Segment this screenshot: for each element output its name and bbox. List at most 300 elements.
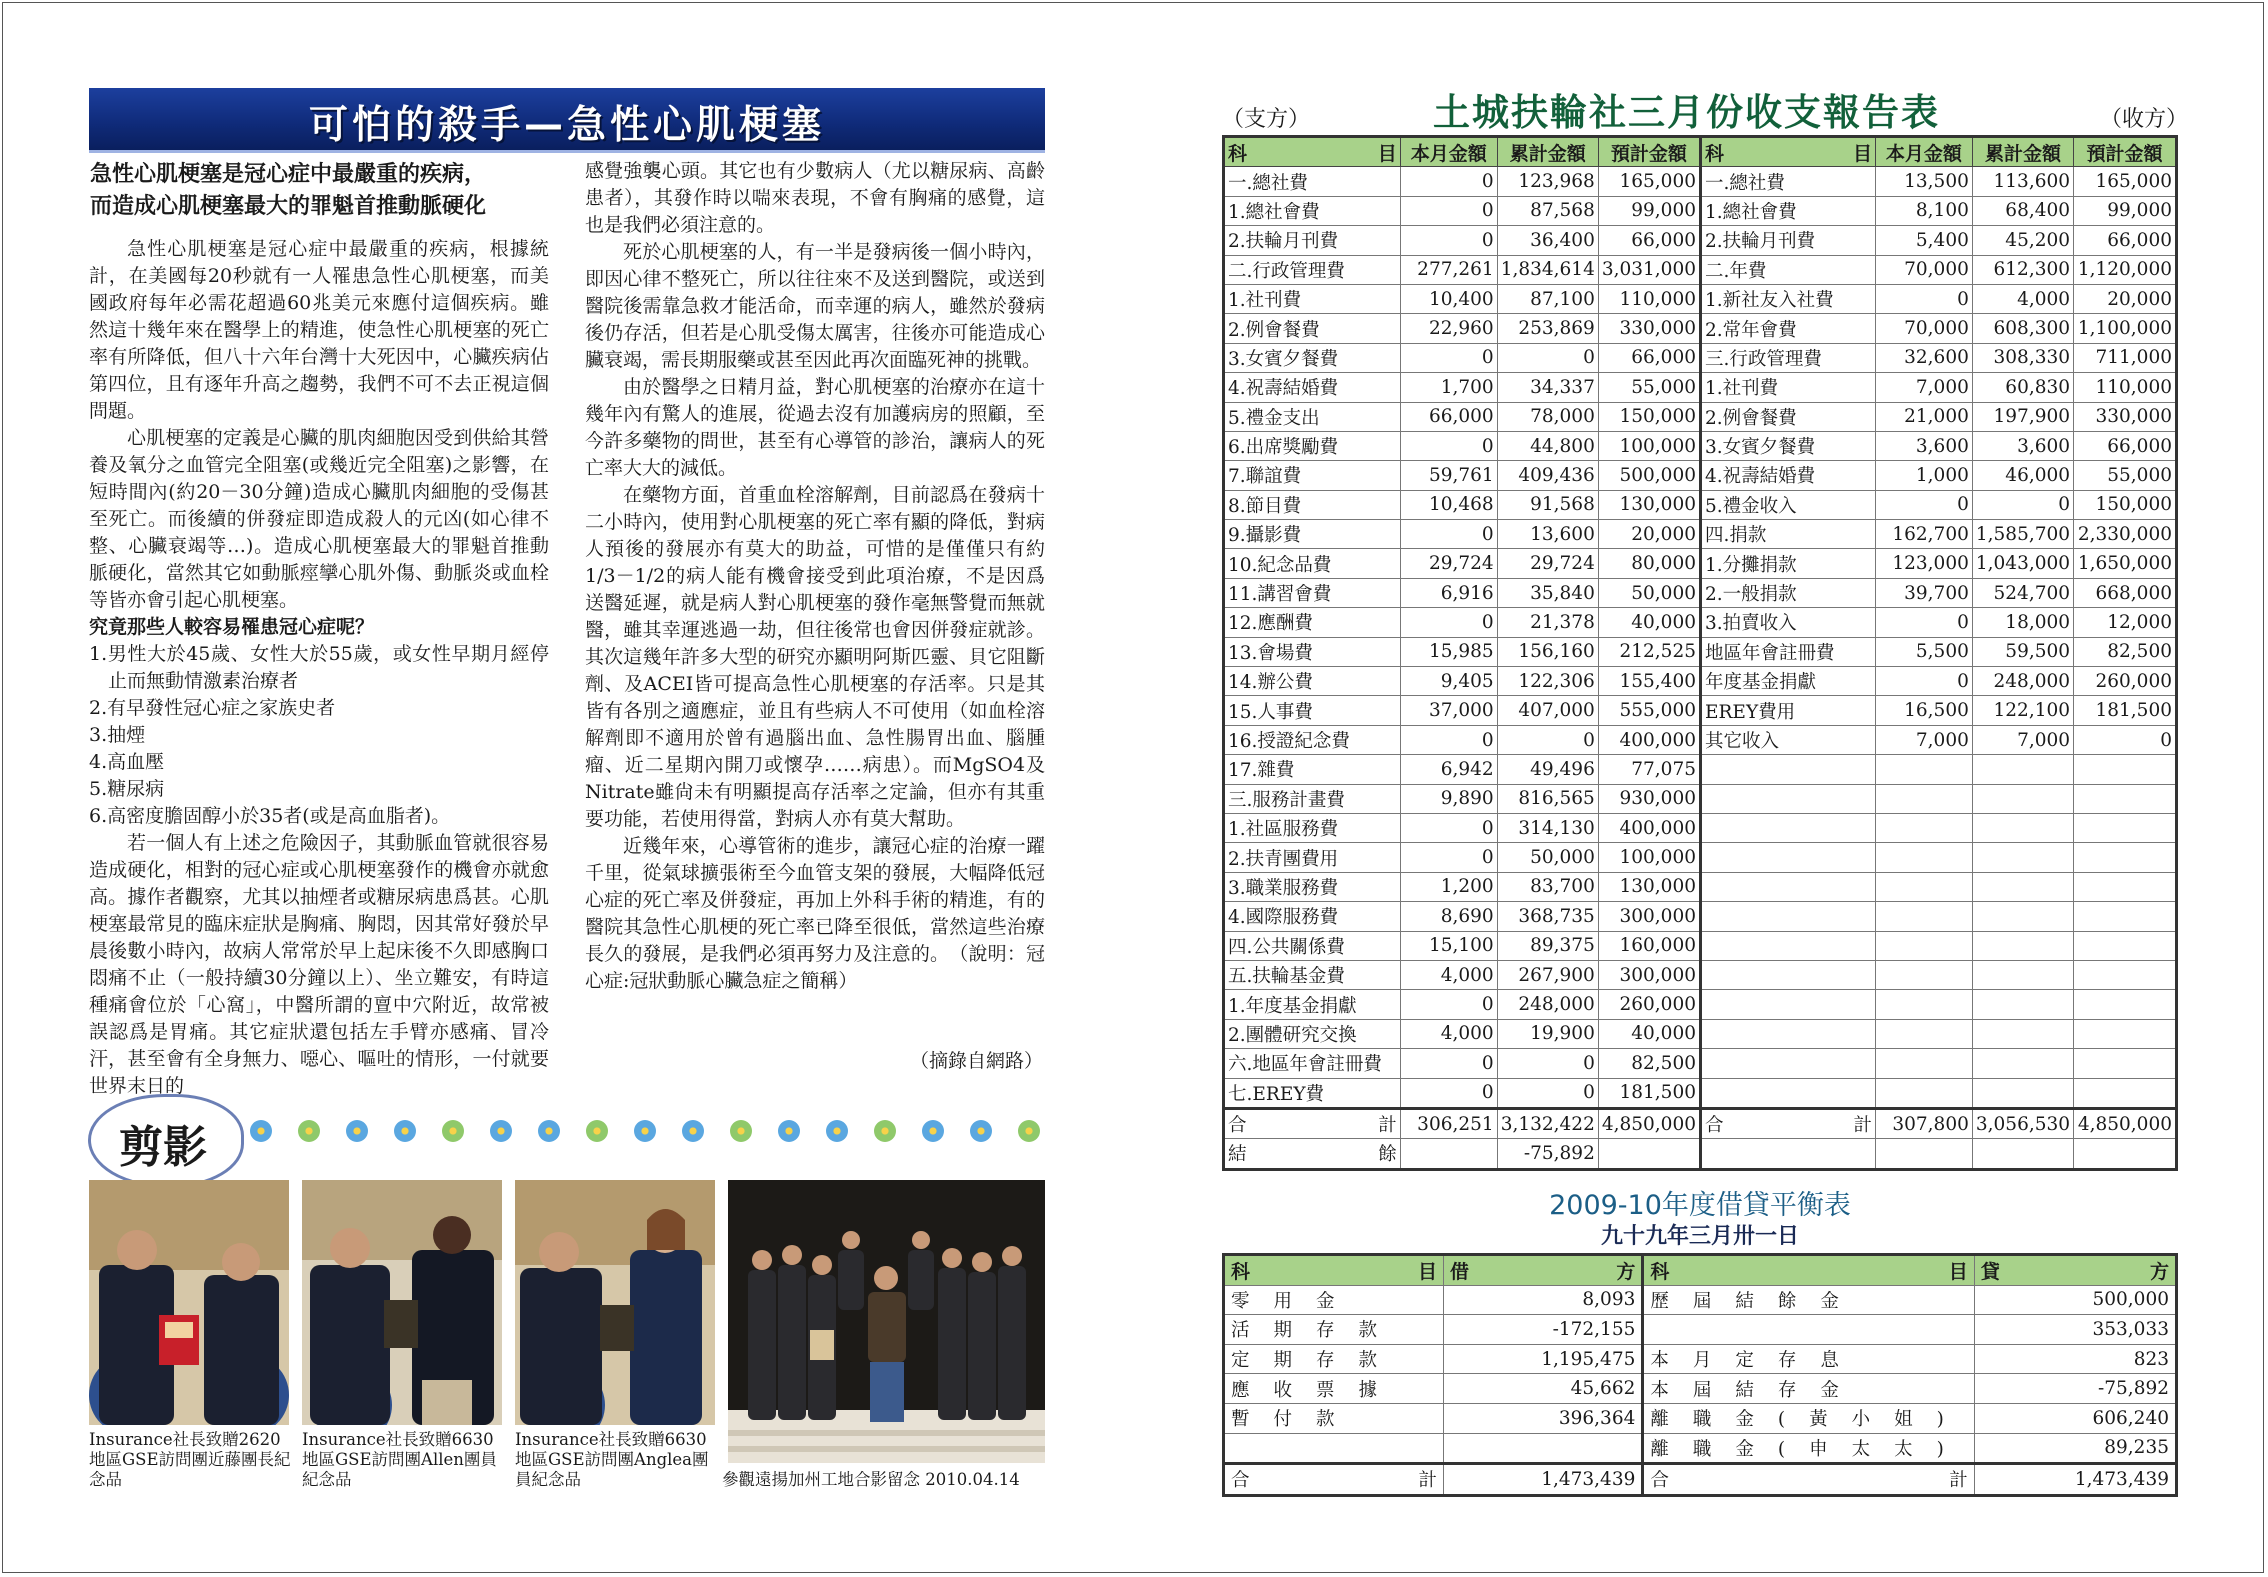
expense-amount: 400,000 (1598, 813, 1700, 842)
expense-item: 4.祝壽結婚費 (1224, 373, 1401, 402)
credit-amount: -75,892 (1974, 1374, 2176, 1404)
income-total-month: 307,800 (1875, 1108, 1972, 1138)
expense-amount: 91,568 (1497, 490, 1598, 519)
expense-amount: 1,700 (1400, 373, 1497, 402)
income-item: 3.女賓夕餐費 (1701, 431, 1876, 460)
paragraph: 感覺強襲心頭。其它也有少數病人（尤以糖尿病、高齡患者），其發作時以喘來表現，不會有胸痛的感覺，這也是我們必須注意的。 (585, 160, 1045, 236)
income-amount: 55,000 (2074, 461, 2177, 490)
gallery-heading: 剪影 (119, 1122, 207, 1173)
expense-amount: 253,869 (1497, 314, 1598, 343)
income-total-cum: 3,056,530 (1972, 1108, 2073, 1138)
expense-amount: 34,337 (1497, 373, 1598, 402)
expense-amount: 0 (1400, 520, 1497, 549)
bs-total-label: 合 計 (1224, 1464, 1444, 1496)
income-amount (1875, 931, 1972, 960)
report-row (1224, 608, 2177, 637)
debit-item: 應收票據 (1224, 1374, 1444, 1404)
income-amount (1972, 1019, 2073, 1048)
report-row (1224, 167, 2177, 196)
income-item (1701, 1049, 1876, 1078)
expense-item: 六.地區年會註冊費 (1224, 1049, 1401, 1078)
expense-amount: 122,306 (1497, 667, 1598, 696)
expense-amount: 82,500 (1598, 1049, 1700, 1078)
expense-item: 12.應酬費 (1224, 608, 1401, 637)
income-item (1701, 931, 1876, 960)
income-item (1701, 990, 1876, 1019)
article-column-2 (585, 158, 1045, 995)
report-row (1224, 1078, 2177, 1108)
expense-amount: 77,075 (1598, 755, 1700, 784)
flower-icon (298, 1120, 320, 1142)
expense-item: 14.辦公費 (1224, 667, 1401, 696)
risk-item: 1.男性大於45歲、女性大於55歲，或女性早期月經停止而無動情激素治療者 (89, 643, 549, 692)
income-amount: 165,000 (2074, 167, 2177, 196)
risk-item: 5.糖尿病 (89, 778, 165, 800)
expense-amount: 165,000 (1598, 167, 1700, 196)
expense-amount: 0 (1400, 990, 1497, 1019)
report-row (1224, 549, 2177, 578)
income-amount: 60,830 (1972, 373, 2073, 402)
balance-sheet-table (1222, 1253, 2178, 1497)
report-row (1224, 461, 2177, 490)
paragraph: 心肌梗塞的定義是心臟的肌肉細胞因受到供給其營養及氧分之血管完全阻塞(或幾近完全阻塞)之影響，在短時間內(約20－30分鐘)造成心臟肌肉細胞的受傷甚至死亡。而後續的併發症即造成殺人的元凶(如心律不整、心臟衰竭等…)。造成心肌梗塞最大的罪魁首推動脈硬化，當然其它如動脈痙攣心肌外傷、動脈炎或血栓等皆亦會引起心肌梗塞。 (89, 427, 549, 611)
income-amount (1972, 990, 2073, 1019)
report-row (1224, 990, 2177, 1019)
expense-amount: 130,000 (1598, 490, 1700, 519)
credit-amount: 353,033 (1974, 1315, 2176, 1345)
expense-item: 5.禮金支出 (1224, 402, 1401, 431)
income-item (1701, 1078, 1876, 1108)
expense-amount: 300,000 (1598, 902, 1700, 931)
income-amount: 66,000 (2074, 226, 2177, 255)
income-amount (1972, 1078, 2073, 1108)
bs-total-label: 合 計 (1643, 1464, 1974, 1496)
paragraph: 近幾年來，心導管術的進步，讓冠心症的治療一躍千里，從氣球擴張術至今血管支架的發展，大幅降低冠心症的死亡率及併發症，再加上外科手術的精進，有的醫院其急性心肌梗的死亡率已降至很低，當然這些治療長久的發展，是我們必須再努力及注意的。 （說明：冠心症:冠狀動脈心臟急症之簡稱） (585, 835, 1045, 992)
expense-item: 9.攝影費 (1224, 520, 1401, 549)
income-item: 2.例會餐費 (1701, 402, 1876, 431)
income-item: 5.禮金收入 (1701, 490, 1876, 519)
bs-debit-total: 1,473,439 (1443, 1464, 1642, 1496)
expense-amount: 10,468 (1400, 490, 1497, 519)
expense-amount: 3,031,000 (1598, 255, 1700, 284)
debit-item: 零用金 (1224, 1285, 1444, 1315)
expense-amount: 400,000 (1598, 725, 1700, 754)
income-amount (1972, 872, 2073, 901)
report-row (1224, 755, 2177, 784)
report-row (1224, 637, 2177, 666)
expense-amount: 0 (1497, 1078, 1598, 1108)
expense-amount: 0 (1400, 343, 1497, 372)
expense-amount: 1,200 (1400, 872, 1497, 901)
income-side-label: （收方） (2100, 107, 2189, 132)
risk-question: 究竟那些人較容易罹患冠心症呢？ (89, 616, 375, 638)
report-row (1224, 490, 2177, 519)
expense-amount: 100,000 (1598, 843, 1700, 872)
income-amount: 0 (1875, 490, 1972, 519)
expense-amount: 78,000 (1497, 402, 1598, 431)
income-item (1701, 902, 1876, 931)
expense-amount: 0 (1400, 725, 1497, 754)
income-item: 1.新社友入社費 (1701, 284, 1876, 313)
income-item: 二.年費 (1701, 255, 1876, 284)
header-month: 本月金額 (1400, 137, 1497, 167)
expense-item: 13.會場費 (1224, 637, 1401, 666)
expense-amount: 330,000 (1598, 314, 1700, 343)
expense-item: 1.年度基金捐獻 (1224, 990, 1401, 1019)
total-row (1224, 1108, 2177, 1138)
income-item: 2.常年會費 (1701, 314, 1876, 343)
income-item: 2.扶輪月刊費 (1701, 226, 1876, 255)
income-amount (2074, 872, 2177, 901)
expense-amount: 8,690 (1400, 902, 1497, 931)
income-item (1701, 755, 1876, 784)
expense-amount: 0 (1497, 1049, 1598, 1078)
expense-amount: 44,800 (1497, 431, 1598, 460)
flower-icon (1018, 1120, 1040, 1142)
expense-amount: 555,000 (1598, 696, 1700, 725)
expense-amount: 123,968 (1497, 167, 1598, 196)
flower-icon (442, 1120, 464, 1142)
income-amount: 197,900 (1972, 402, 2073, 431)
header-cumulative: 累計金額 (1497, 137, 1598, 167)
income-amount (1875, 1049, 1972, 1078)
header-subject: 科 目 (1701, 137, 1876, 167)
gallery-heading-cloud (88, 1094, 244, 1188)
income-amount: 59,500 (1972, 637, 2073, 666)
income-amount: 1,650,000 (2074, 549, 2177, 578)
expense-amount: 0 (1400, 196, 1497, 225)
expense-amount: 100,000 (1598, 431, 1700, 460)
income-amount: 3,600 (1972, 431, 2073, 460)
expense-amount: 368,735 (1497, 902, 1598, 931)
flower-icon (682, 1120, 704, 1142)
expense-amount: 66,000 (1400, 402, 1497, 431)
paragraph: 急性心肌梗塞是冠心症中最嚴重的疾病，根據統計，在美國每20秒就有一人罹患急性心肌梗塞，而美國政府每年必需花超過60兆美元來應付這個疾病。雖然這十幾年來在醫學上的精進，使急性心肌梗塞的死亡率有所降低，但八十六年台灣十大死因中，心臟疾病佔第四位，且有逐年升高之趨勢，我們不可不去正視這個問題。 (89, 238, 549, 422)
photo-1 (89, 1180, 289, 1425)
expense-amount: 21,378 (1497, 608, 1598, 637)
income-amount (2074, 784, 2177, 813)
article-lede (90, 158, 560, 222)
flower-icon (778, 1120, 800, 1142)
photo-caption: 參觀遠揚加州工地合影留念 2010.04.14 (722, 1470, 1020, 1489)
credit-item: 本月定存息 (1643, 1344, 1974, 1374)
expense-item: 二.行政管理費 (1224, 255, 1401, 284)
income-amount: 99,000 (2074, 196, 2177, 225)
paragraph: 在藥物方面，首重血栓溶解劑，目前認爲在發病十二小時內，使用對心肌梗塞的死亡率有顯的降低，對病人預後的發展亦有莫大的助益，可惜的是僅僅只有約1/3－1/2的病人能有機會接受到此項治療，不是因爲送醫延遲，就是病人對心肌梗塞的發作毫無警覺而無就醫，雖其幸運逃過一劫，但往後常也會因併發症就診。其次這幾年許多大型的研究亦顯明阿斯匹靈、貝它阻斷劑、及ACEI皆可提高急性心肌梗塞的存活率。只是其皆有各別之適應症，並且有些病人不可使用（如血栓溶解劑即不適用於曾有過腦出血、急性腸胃出血、腦腫瘤、近二星期內開刀或懷孕……病患）。而MgSO4及Nitrate雖尙未有明顯提高存活率之定論，但亦有其重要功能，若使用得當，對病人亦有莫大幫助。 (585, 484, 1045, 830)
income-amount: 0 (2074, 725, 2177, 754)
report-title: 土城扶輪社三月份收支報告表 (1433, 91, 1940, 134)
income-amount: 66,000 (2074, 431, 2177, 460)
report-row (1224, 284, 2177, 313)
photo-3 (515, 1180, 715, 1425)
paragraph: 由於醫學之日精月益，對心肌梗塞的治療亦在這十幾年內有驚人的進展，從過去沒有加護病房的照顧，至今許多藥物的問世，甚至有心導管的診治，讓病人的死亡率大大的減低。 (585, 376, 1045, 479)
income-amount: 608,300 (1972, 314, 2073, 343)
income-amount (2074, 990, 2177, 1019)
income-amount: 668,000 (2074, 578, 2177, 607)
expense-item: 1.總社會費 (1224, 196, 1401, 225)
article-title-banner (89, 88, 1045, 150)
expense-item: 10.紀念品費 (1224, 549, 1401, 578)
income-amount: 308,330 (1972, 343, 2073, 372)
income-amount: 260,000 (2074, 667, 2177, 696)
expense-amount: 212,525 (1598, 637, 1700, 666)
income-amount: 524,700 (1972, 578, 2073, 607)
expense-item: 17.雜費 (1224, 755, 1401, 784)
income-amount (1972, 813, 2073, 842)
income-amount (1972, 784, 2073, 813)
expense-amount: 36,400 (1497, 226, 1598, 255)
paragraph: 若一個人有上述之危險因子，其動脈血管就很容易造成硬化，相對的冠心症或心肌梗塞發作的機會亦就愈高。據作者觀察，尤其以抽煙者或糖尿病患爲甚。心肌梗塞最常見的臨床症狀是胸痛、胸悶，因其常好發於早晨後數小時內，故病人常常於早上起床後不久即感胸口悶痛不止（一般持續30分鐘以上）、坐立難安，有時這種痛會位於「心窩」，中醫所謂的亶中穴附近，故常被誤認爲是胃痛。其它症狀還包括左手臂亦感痛、冒冷汗，甚至會有全身無力、噁心、嘔吐的情形，一付就要世界末日的 (89, 832, 549, 1097)
report-row (1224, 931, 2177, 960)
debit-amount: 45,662 (1443, 1374, 1642, 1404)
income-item: 1.總社會費 (1701, 196, 1876, 225)
income-amount (1972, 843, 2073, 872)
income-item (1701, 843, 1876, 872)
income-amount: 330,000 (2074, 402, 2177, 431)
income-amount (2074, 902, 2177, 931)
expense-side-label: （支方） (1222, 107, 1311, 132)
income-amount: 113,600 (1972, 167, 2073, 196)
balance-value: -75,892 (1497, 1139, 1598, 1169)
expense-amount: 6,942 (1400, 755, 1497, 784)
income-amount: 5,500 (1875, 637, 1972, 666)
income-amount (2074, 813, 2177, 842)
risk-item: 2.有早發性冠心症之家族史者 (89, 697, 336, 719)
income-amount: 0 (1972, 490, 2073, 519)
income-amount: 711,000 (2074, 343, 2177, 372)
bs-row (1224, 1285, 2177, 1315)
expense-amount: 6,916 (1400, 578, 1497, 607)
report-row (1224, 813, 2177, 842)
risk-item: 6.高密度膽固醇小於35者(或是高血脂者)。 (89, 805, 451, 827)
expense-amount: 10,400 (1400, 284, 1497, 313)
expense-item: 1.社區服務費 (1224, 813, 1401, 842)
income-item (1701, 813, 1876, 842)
expense-amount: 0 (1400, 843, 1497, 872)
income-amount: 45,200 (1972, 226, 2073, 255)
expense-item: 1.社刊費 (1224, 284, 1401, 313)
income-amount: 1,043,000 (1972, 549, 2073, 578)
expense-item: 3.女賓夕餐費 (1224, 343, 1401, 372)
credit-item: 離職金(黃小姐) (1643, 1403, 1974, 1433)
expense-amount: 0 (1497, 343, 1598, 372)
income-amount: 7,000 (1972, 725, 2073, 754)
bs-total-row (1224, 1464, 2177, 1496)
credit-item: 歷屆結餘金 (1643, 1285, 1974, 1315)
income-amount (1972, 755, 2073, 784)
income-amount: 12,000 (2074, 608, 2177, 637)
income-amount (1875, 784, 1972, 813)
income-amount: 16,500 (1875, 696, 1972, 725)
lede-line-1: 急性心肌梗塞是冠心症中最嚴重的疾病， (90, 161, 487, 187)
expense-item: 2.扶輪月刊費 (1224, 226, 1401, 255)
expense-amount: 160,000 (1598, 931, 1700, 960)
bs-header-debit: 借 方 (1443, 1255, 1642, 1286)
income-item (1701, 960, 1876, 989)
expense-amount: 110,000 (1598, 284, 1700, 313)
report-row (1224, 872, 2177, 901)
income-amount (1875, 960, 1972, 989)
income-amount: 70,000 (1875, 255, 1972, 284)
expense-amount: 19,900 (1497, 1019, 1598, 1048)
flower-icon (346, 1120, 368, 1142)
balance-row (1224, 1139, 2177, 1169)
flower-border (250, 1120, 1050, 1156)
income-item: 3.拍賣收入 (1701, 608, 1876, 637)
income-item: 地區年會註冊費 (1701, 637, 1876, 666)
report-row (1224, 725, 2177, 754)
expense-amount: 59,761 (1400, 461, 1497, 490)
debit-item: 定期存款 (1224, 1344, 1444, 1374)
income-amount (1875, 1078, 1972, 1108)
income-item: 1.分攤捐款 (1701, 549, 1876, 578)
bs-header-subject: 科 目 (1643, 1255, 1974, 1286)
expense-amount: 15,100 (1400, 931, 1497, 960)
bs-header-credit: 貸 方 (1974, 1255, 2176, 1286)
income-item: 2.一般捐款 (1701, 578, 1876, 607)
expense-item: 15.人事費 (1224, 696, 1401, 725)
bs-row (1224, 1374, 2177, 1404)
balance-sheet-title: 2009-10年度借貸平衡表 (1549, 1190, 1851, 1221)
debit-amount: 396,364 (1443, 1403, 1642, 1433)
flower-icon (250, 1120, 272, 1142)
expense-amount: 260,000 (1598, 990, 1700, 1019)
credit-amount: 823 (1974, 1344, 2176, 1374)
expense-amount: 15,985 (1400, 637, 1497, 666)
expense-total-month: 306,251 (1400, 1108, 1497, 1138)
expense-amount: 83,700 (1497, 872, 1598, 901)
expense-amount: 80,000 (1598, 549, 1700, 578)
table-header-row (1224, 137, 2177, 167)
flower-icon (970, 1120, 992, 1142)
balance-label: 結 餘 (1224, 1139, 1401, 1169)
balance-sheet-body (1224, 1285, 2177, 1464)
expense-item: 2.團體研究交換 (1224, 1019, 1401, 1048)
income-item (1701, 784, 1876, 813)
expense-item: 7.聯誼費 (1224, 461, 1401, 490)
income-amount: 82,500 (2074, 637, 2177, 666)
report-row (1224, 343, 2177, 372)
report-row (1224, 578, 2177, 607)
expense-amount: 130,000 (1598, 872, 1700, 901)
debit-amount: -172,155 (1443, 1315, 1642, 1345)
risk-item: 3.抽煙 (89, 724, 146, 746)
income-amount: 150,000 (2074, 490, 2177, 519)
income-amount (2074, 931, 2177, 960)
expense-item: 2.扶青團費用 (1224, 843, 1401, 872)
expense-item: 16.授證紀念費 (1224, 725, 1401, 754)
report-row (1224, 1049, 2177, 1078)
expense-item: 11.講習會費 (1224, 578, 1401, 607)
expense-item: 6.出席獎勵費 (1224, 431, 1401, 460)
expense-amount: 50,000 (1598, 578, 1700, 607)
expense-item: 2.例會餐費 (1224, 314, 1401, 343)
income-item (1701, 1019, 1876, 1048)
balance-sheet-date: 九十九年三月卅一日 (1600, 1223, 1799, 1249)
income-amount (1972, 931, 2073, 960)
total-label: 合 計 (1701, 1108, 1876, 1138)
income-amount: 0 (1875, 284, 1972, 313)
income-amount: 248,000 (1972, 667, 2073, 696)
flower-icon (394, 1120, 416, 1142)
income-item (1701, 872, 1876, 901)
income-amount: 70,000 (1875, 314, 1972, 343)
income-item: 年度基金捐獻 (1701, 667, 1876, 696)
expense-amount: 4,000 (1400, 1019, 1497, 1048)
report-row (1224, 226, 2177, 255)
expense-amount: 9,890 (1400, 784, 1497, 813)
expense-amount: 0 (1400, 608, 1497, 637)
expense-amount: 248,000 (1497, 990, 1598, 1019)
report-row (1224, 960, 2177, 989)
report-row (1224, 784, 2177, 813)
income-item: 一.總社費 (1701, 167, 1876, 196)
balance-header-row (1224, 1255, 2177, 1286)
report-row (1224, 696, 2177, 725)
expense-amount: 0 (1400, 431, 1497, 460)
expense-item: 一.總社費 (1224, 167, 1401, 196)
income-amount: 181,500 (2074, 696, 2177, 725)
expense-amount: 89,375 (1497, 931, 1598, 960)
expense-amount: 0 (1400, 1049, 1497, 1078)
income-amount: 0 (1875, 608, 1972, 637)
lede-line-2: 而造成心肌梗塞最大的罪魁首推動脈硬化 (90, 193, 487, 219)
paragraph: 死於心肌梗塞的人，有一半是發病後一個小時內，即因心律不整死亡，所以往往來不及送到醫院，或送到醫院後需靠急救才能活命，而幸運的病人，雖然於發病後仍存活，但若是心肌受傷太厲害，往後亦可能造成心臟衰竭，需長期服藥或甚至因此再次面臨死神的挑戰。 (585, 241, 1045, 371)
report-row (1224, 843, 2177, 872)
income-item: 四.捐款 (1701, 520, 1876, 549)
expense-amount: 0 (1497, 725, 1598, 754)
report-row (1224, 255, 2177, 284)
flower-icon (490, 1120, 512, 1142)
expense-amount: 40,000 (1598, 1019, 1700, 1048)
income-amount (2074, 960, 2177, 989)
header-cumulative: 累計金額 (1972, 137, 2073, 167)
credit-amount: 89,235 (1974, 1433, 2176, 1464)
income-amount: 122,100 (1972, 696, 2073, 725)
income-amount: 2,330,000 (2074, 520, 2177, 549)
expense-amount: 0 (1400, 167, 1497, 196)
expense-amount: 4,000 (1400, 960, 1497, 989)
expense-amount: 40,000 (1598, 608, 1700, 637)
income-amount: 0 (1875, 667, 1972, 696)
debit-item (1224, 1433, 1444, 1464)
income-amount: 1,120,000 (2074, 255, 2177, 284)
flower-icon (634, 1120, 656, 1142)
expense-amount: 0 (1400, 813, 1497, 842)
header-budget: 預計金額 (2074, 137, 2177, 167)
debit-amount: 8,093 (1443, 1285, 1642, 1315)
expense-total-cum: 3,132,422 (1497, 1108, 1598, 1138)
income-expense-table (1222, 135, 2178, 1171)
income-amount: 123,000 (1875, 549, 1972, 578)
expense-amount: 13,600 (1497, 520, 1598, 549)
expense-amount: 407,000 (1497, 696, 1598, 725)
flower-icon (874, 1120, 896, 1142)
income-amount (2074, 1049, 2177, 1078)
credit-amount: 606,240 (1974, 1403, 2176, 1433)
flower-icon (586, 1120, 608, 1142)
debit-amount: 1,195,475 (1443, 1344, 1642, 1374)
income-amount: 21,000 (1875, 402, 1972, 431)
photo-caption: Insurance社長致贈2620地區GSE訪問團近藤團長紀念品 (89, 1430, 291, 1489)
expense-amount: 29,724 (1400, 549, 1497, 578)
expense-amount: 267,900 (1497, 960, 1598, 989)
report-row (1224, 314, 2177, 343)
photo-2 (302, 1180, 502, 1425)
credit-item: 本屆結存金 (1643, 1374, 1974, 1404)
income-amount (2074, 1019, 2177, 1048)
header-subject: 科 目 (1224, 137, 1401, 167)
